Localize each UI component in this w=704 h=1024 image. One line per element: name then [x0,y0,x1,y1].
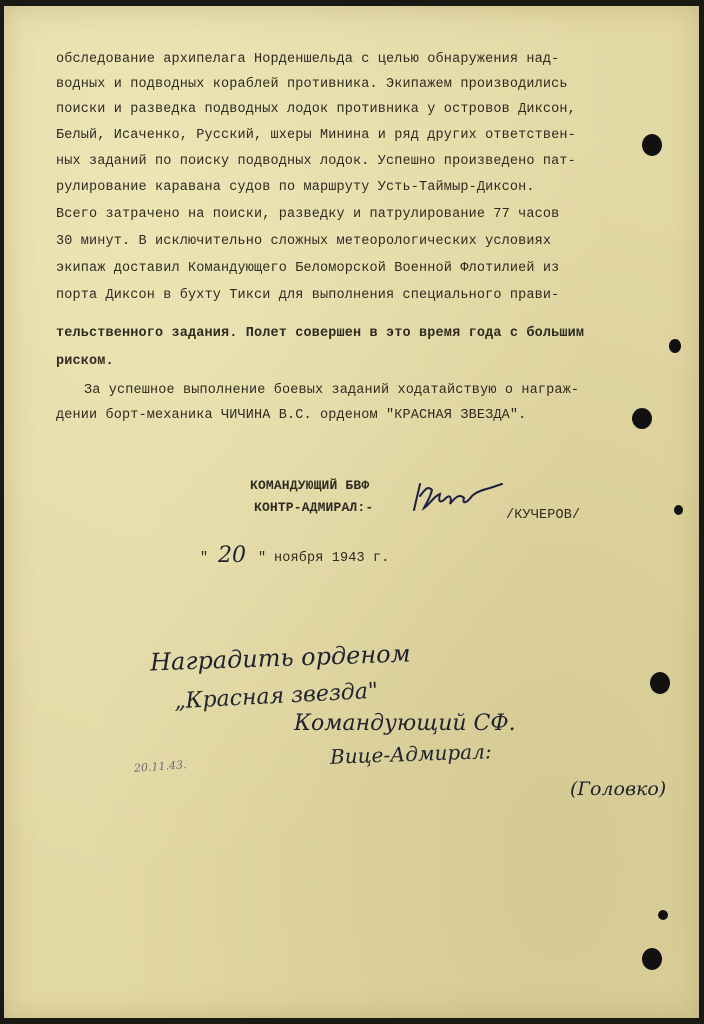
signatory-rank: КОНТР-АДМИРАЛ:- [254,500,374,515]
signatory-name: /КУЧЕРОВ/ [506,508,581,523]
kucherov-signature [406,474,516,524]
body-line: Всего затрачено на поиски, разведку и патрулирование 77 часов [56,207,560,222]
body-line: рулирование каравана судов по маршруту Усть-Таймыр-Диксон. [56,180,535,195]
resolution-line: Вице-Адмирал: [329,739,492,769]
resolution-line: „Красная звезда" [173,678,379,715]
punch-hole [642,948,662,970]
body-line: ных заданий по поиску подводных лодок. Успешно произведено пат- [56,154,576,169]
resolution-line: Наградить орденом [149,639,411,677]
punch-hole [658,910,668,920]
petition-line: дении борт-механика ЧИЧИНА В.С. орденом "КРАСНАЯ ЗВЕЗДА". [56,408,527,423]
date-day: 20 [218,543,246,568]
punch-hole [669,339,681,353]
date-open-quote: " [200,551,209,566]
body-line: Белый, Исаченко, Русский, шхеры Минина и ряд других ответствен- [56,128,576,143]
body-line: риском. [56,354,114,369]
body-line: тельственного задания. Полет совершен в это время года с большим [56,326,585,341]
date-close-quote: " [258,551,267,566]
body-line: 30 минут. В исключительно сложных метеорологических условиях [56,234,552,249]
signatory-title: КОМАНДУЮЩИЙ БВФ [250,478,370,493]
body-line: поиски и разведка подводных лодок противника у островов Диксон, [56,102,576,117]
body-line: обследование архипелага Норденшельда с целью обнаружения над- [56,52,560,67]
golovko-signature: (Головко) [570,778,667,800]
resolution-line: Командующий СФ. [294,711,516,736]
punch-hole [650,672,670,694]
body-line: порта Диксон в бухту Тикси для выполнения специального прави- [56,288,560,303]
body-line: водных и подводных кораблей противника. Экипажем производились [56,77,568,92]
margin-date-note: 20.11.43. [133,758,187,775]
punch-hole [632,408,652,429]
date-month-year: ноября 1943 г. [274,551,390,566]
body-line: экипаж доставил Командующего Беломорской Военной Флотилией из [56,261,560,276]
punch-hole [674,505,683,515]
petition-line: За успешное выполнение боевых заданий ходатайствую о награж- [84,383,580,398]
punch-hole [642,134,662,156]
document-page [4,6,699,1018]
